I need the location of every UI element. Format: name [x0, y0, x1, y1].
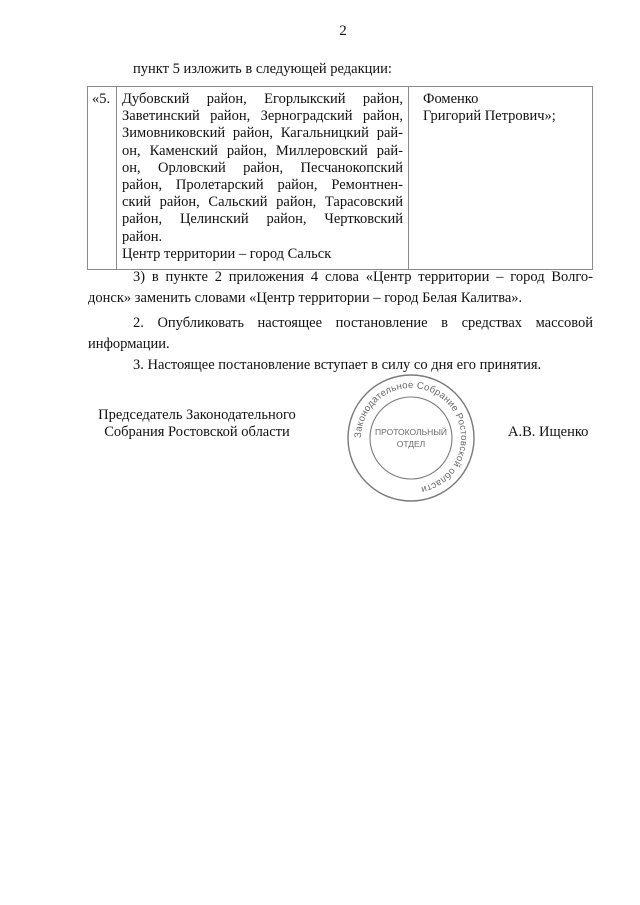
seal-line: ПРОТОКОЛЬНЫЙ: [375, 427, 447, 437]
paragraph-publish: [88, 313, 593, 355]
signatory-title-line: Председатель Законодательного: [98, 407, 296, 423]
paragraph-line: 2. Опубликовать настоящее постановление в средствах массовой: [133, 315, 593, 331]
intro-text: пункт 5 изложить в следующей редакции:: [133, 61, 392, 77]
seal-ring-text: Законодательное Собрание Ростовской области: [352, 379, 470, 495]
districts-list: [122, 91, 403, 263]
stamp-seal: [345, 372, 477, 504]
seal-line: ОТДЕЛ: [396, 439, 426, 449]
district-line: район, Пролетарский район, Ремонтнен-: [122, 177, 403, 194]
signatory-name: А.В. Ищенко: [508, 424, 589, 440]
district-line: ский район, Сальский район, Тарасовский: [122, 194, 403, 211]
districts-cell: [117, 87, 409, 270]
district-line: Заветинский район, Зерноградский район,: [122, 108, 403, 125]
item-number: «5.: [92, 91, 111, 107]
territory-center: Центр территории – город Сальск: [122, 245, 332, 262]
person-surname: Фоменко: [423, 91, 479, 107]
districts-table: [87, 86, 593, 270]
paragraph-line: информации.: [88, 336, 170, 352]
district-line: Дубовский район, Егорлыкский район,: [122, 91, 403, 107]
page-number: 2: [339, 23, 347, 39]
paragraph-3-subitem: [88, 267, 593, 309]
item-number-cell: [88, 87, 117, 270]
signatory-title: [92, 407, 302, 441]
district-line: он, Каменский район, Миллеровский рай-: [122, 142, 403, 159]
paragraph-line: 3) в пункте 2 приложения 4 слова «Центр территории – город Волго-: [133, 269, 593, 285]
paragraph-line: донск» заменить словами «Центр территории – город Белая Калитва».: [88, 290, 523, 306]
district-line: Зимовниковский район, Кагальницкий рай-: [122, 125, 403, 142]
district-line: район.: [122, 228, 163, 245]
person-name: Григорий Петрович»;: [423, 108, 556, 125]
district-line: он, Орловский район, Песчанокопский: [122, 159, 403, 176]
table-row: [88, 87, 593, 270]
person-cell: [409, 87, 593, 270]
paragraph-effective: 3. Настоящее постановление вступает в силу со дня его принятия.: [133, 357, 542, 373]
district-line: район, Целинский район, Чертковский: [122, 211, 403, 228]
signatory-title-line: Собрания Ростовской области: [104, 424, 290, 440]
